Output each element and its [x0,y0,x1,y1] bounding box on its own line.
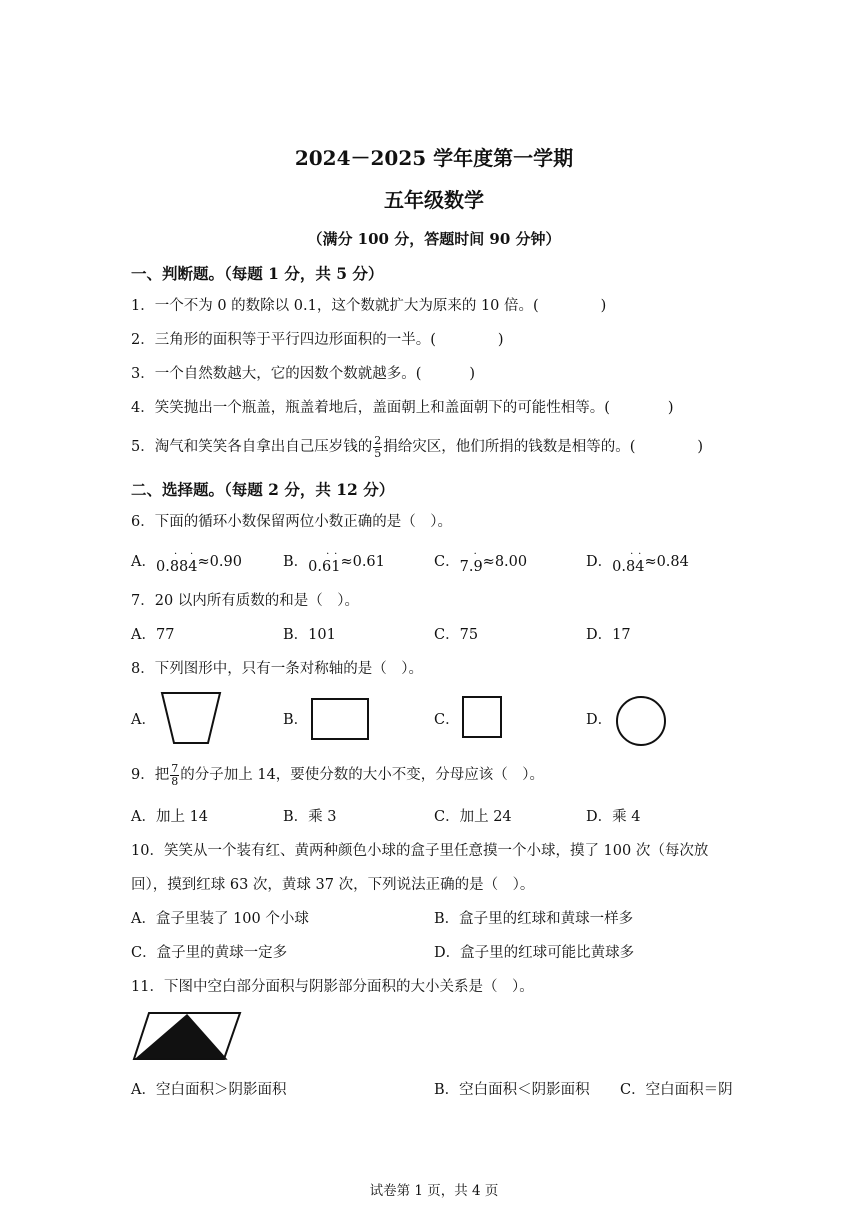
question-1 [131,296,606,316]
option-result: ≈0.90 [197,554,242,570]
section-heading-judgement: 一、判断题。（每题 1 分，共 5 分） [131,264,384,283]
question-text: 3．一个自然数越大，它的因数个数就越多。( [131,366,422,382]
option-label: A． [131,554,156,570]
question-10-option-a: A．盒子里装了 100 个小球 [131,911,309,927]
fraction-denominator: 5 [374,446,382,460]
question-10-option-d: D．盒子里的红球可能比黄球多 [434,945,635,961]
question-6-option-b [283,549,385,575]
option-label: C． [434,554,460,570]
question-9-option-b: B．乘 3 [283,809,337,825]
question-8-stem: 8．下列图形中，只有一条对称轴的是（ ）。 [131,661,423,677]
answer-bracket-close: ) [667,400,674,416]
question-text-end: 捐给灾区，他们所捐的钱数是相等的。( [383,439,636,455]
question-6-option-c [434,549,528,575]
repeat-dot: · [326,549,330,560]
question-11-stem: 11．下图中空白部分面积与阴影部分面积的大小关系是（ ）。 [131,979,534,995]
question-7-option-c: C．75 [434,627,479,643]
answer-bracket-close: ) [469,366,476,382]
repeat-dot: · [189,549,194,560]
question-text: 4．笑笑抛出一个瓶盖，瓶盖着地后，盖面朝上和盖面朝下的可能性相等。( [131,400,610,416]
exam-info: （满分 100 分，答题时间 90 分钟） [307,230,561,248]
repeat-dot: · [173,549,178,560]
question-10-option-b: B．盒子里的红球和黄球一样多 [434,911,634,927]
repeat-dot: · [638,549,642,560]
repeating-decimal: 0.61 · · [308,549,341,575]
question-6-option-d [586,549,689,575]
option-label: D． [586,554,613,570]
fraction-numerator: 7 [171,761,179,775]
question-4 [131,398,674,418]
parallelogram-figure [132,1011,244,1063]
question-8-option-b-label: B． [283,712,309,728]
question-3 [131,364,475,384]
exam-subject: 五年级数学 [384,188,484,212]
option-result: ≈0.61 [340,554,385,570]
question-9-stem [131,760,544,790]
question-10-stem-line1: 10．笑笑从一个装有红、黄两种颜色小球的盒子里任意摸一个小球，摸了 100 次（每次放 [131,843,709,859]
question-8-option-c-label: C． [434,712,460,728]
page-footer: 试卷第 1 页，共 4 页 [369,1183,499,1199]
question-7-option-d: D．17 [586,627,631,643]
question-9-option-a: A．加上 14 [131,809,209,825]
option-result: ≈8.00 [482,554,528,570]
fraction-denominator: 8 [171,774,179,788]
question-text: 5．淘气和笑笑各自拿出自己压岁钱的 [131,439,373,455]
repeating-decimal: 0.84 · · [612,549,645,575]
answer-bracket-close: ) [697,439,704,455]
question-text: 1．一个不为 0 的数除以 0.1，这个数就扩大为原来的 10 倍。( [131,298,539,314]
question-text: 2．三角形的面积等于平行四边形面积的一半。( [131,332,436,348]
question-10-stem-line2: 回），摸到红球 63 次，黄球 37 次，下列说法正确的是（ ）。 [131,877,535,893]
repeat-dot: · [334,549,338,560]
question-11-option-c: C．空白面积＝阴 [620,1082,733,1098]
square-shape [461,695,505,741]
option-result: ≈0.84 [644,554,689,570]
fraction-seven-eighths [170,763,179,788]
question-7-stem: 7．20 以内所有质数的和是（ ）。 [131,593,360,609]
question-11-option-b: B．空白面积＜阴影面积 [434,1082,590,1098]
trapezoid-shape [160,691,224,747]
fraction-two-fifths [373,435,382,460]
repeating-decimal: 7.9 · [459,549,483,575]
question-text: 9．把 [131,767,170,783]
question-7-option-a: A．77 [131,627,175,643]
question-11-option-a: A．空白面积＞阴影面积 [131,1082,287,1098]
question-8-option-d-label: D． [586,712,613,728]
question-text-end: 的分子加上 14，要使分数的大小不变，分母应该（ ）。 [180,767,545,783]
rectangle-shape [310,697,372,743]
question-8-option-a-label: A． [131,712,156,728]
question-7-option-b: B．101 [283,627,336,643]
answer-bracket-close: ) [497,332,504,348]
fraction-numerator: 2 [374,433,382,447]
option-label: B． [283,554,309,570]
circle-shape [614,694,668,748]
question-9-option-d: D．乘 4 [586,809,641,825]
repeat-dot: · [630,549,634,560]
question-5 [131,432,703,462]
question-6-stem: 6．下面的循环小数保留两位小数正确的是（ ）。 [131,514,452,530]
question-6-option-a [131,549,242,575]
section-heading-choice: 二、选择题。（每题 2 分，共 12 分） [131,480,395,499]
exam-title: 2024－2025 学年度第一学期 [294,146,574,170]
question-9-option-c: C．加上 24 [434,809,512,825]
repeat-dot: · [473,549,477,560]
answer-bracket-close: ) [600,298,607,314]
repeating-decimal: 0.884 · · [155,549,198,575]
question-10-option-c: C．盒子里的黄球一定多 [131,945,288,961]
question-2 [131,330,504,350]
